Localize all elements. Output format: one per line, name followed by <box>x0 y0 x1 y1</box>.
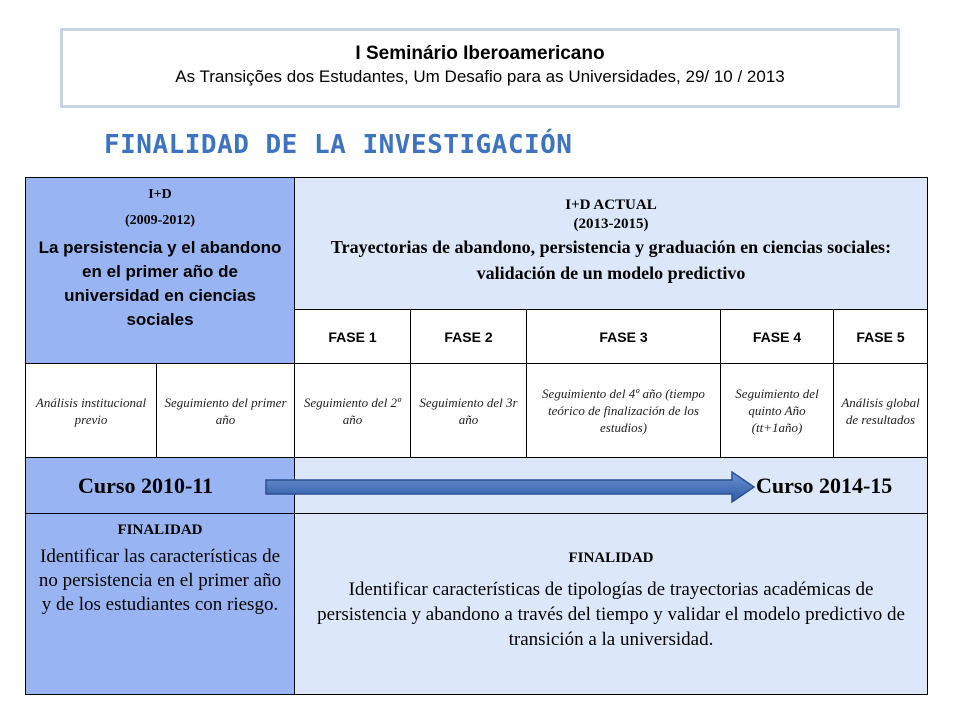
finalidad-current-cell <box>294 513 928 695</box>
phase-label: FASE 1 <box>328 328 377 345</box>
finalidad-current-label: FINALIDAD <box>568 550 654 566</box>
finalidad-current-text: Identificar características de tipologías de trayectorias académicas de persistencia y abandono a través del tiempo y validar el modelo predictivo de transición a la universidad. <box>317 579 905 650</box>
current-project-title: Trayectorias de abandono, persistencia y graduación en ciencias sociales: validación de un modelo predictivo <box>330 237 892 283</box>
phase-cell-5 <box>833 309 928 364</box>
page-title: FINALIDAD DE LA INVESTIGACIÓN <box>104 130 573 160</box>
activity-text: Análisis institucional previo <box>35 394 147 427</box>
previous-project-cell <box>25 177 295 364</box>
current-project-cell <box>294 177 928 310</box>
phase-label: FASE 3 <box>599 328 648 345</box>
activity-cell-1 <box>25 363 157 458</box>
activity-text: Seguimiento del quinto Año (tt+1año) <box>735 386 819 435</box>
phase-cell-4 <box>720 309 834 364</box>
activity-cell-7 <box>833 363 928 458</box>
phase-cell-3 <box>526 309 721 364</box>
seminar-title: I Seminário Iberoamericano <box>355 43 605 64</box>
previous-project-label: I+D <box>148 187 172 202</box>
previous-project-years: (2009-2012) <box>125 213 195 228</box>
header-box <box>60 28 900 108</box>
activity-cell-2 <box>156 363 295 458</box>
timeline-start-label: Curso 2010-11 <box>78 473 214 498</box>
previous-project-title: La persistencia y el abandono en el primer año de universidad en ciencias sociales <box>38 238 282 329</box>
timeline-arrow <box>264 470 758 504</box>
activity-cell-4 <box>410 363 527 458</box>
activity-text: Análisis global de resultados <box>841 394 920 427</box>
activity-text: Seguimiento del 4º año (tiempo teórico de finalización de los estudios) <box>542 386 705 435</box>
activity-text: Seguimiento del primer año <box>164 394 287 427</box>
phase-label: FASE 5 <box>856 328 905 345</box>
activity-cell-5 <box>526 363 721 458</box>
finalidad-previous-cell <box>25 513 295 695</box>
seminar-subtitle: As Transições dos Estudantes, Um Desafio para as Universidades, 29/ 10 / 2013 <box>175 67 785 86</box>
timeline-end-label: Curso 2014-15 <box>756 473 893 498</box>
activity-text: Seguimiento del 2º año <box>303 394 402 427</box>
activity-text: Seguimiento del 3r año <box>419 394 518 427</box>
finalidad-previous-label: FINALIDAD <box>117 522 203 538</box>
finalidad-previous-text: Identificar las características de no persistencia en el primer año y de los estudiantes con riesgo. <box>38 546 282 615</box>
current-project-label: I+D ACTUAL <box>565 197 657 213</box>
phase-label: FASE 4 <box>752 328 802 345</box>
phase-cell-1 <box>294 309 411 364</box>
activity-cell-6 <box>720 363 834 458</box>
activity-cell-3 <box>294 363 411 458</box>
current-project-years: (2013-2015) <box>573 216 649 232</box>
phase-cell-2 <box>410 309 527 364</box>
phase-label: FASE 2 <box>444 328 493 345</box>
